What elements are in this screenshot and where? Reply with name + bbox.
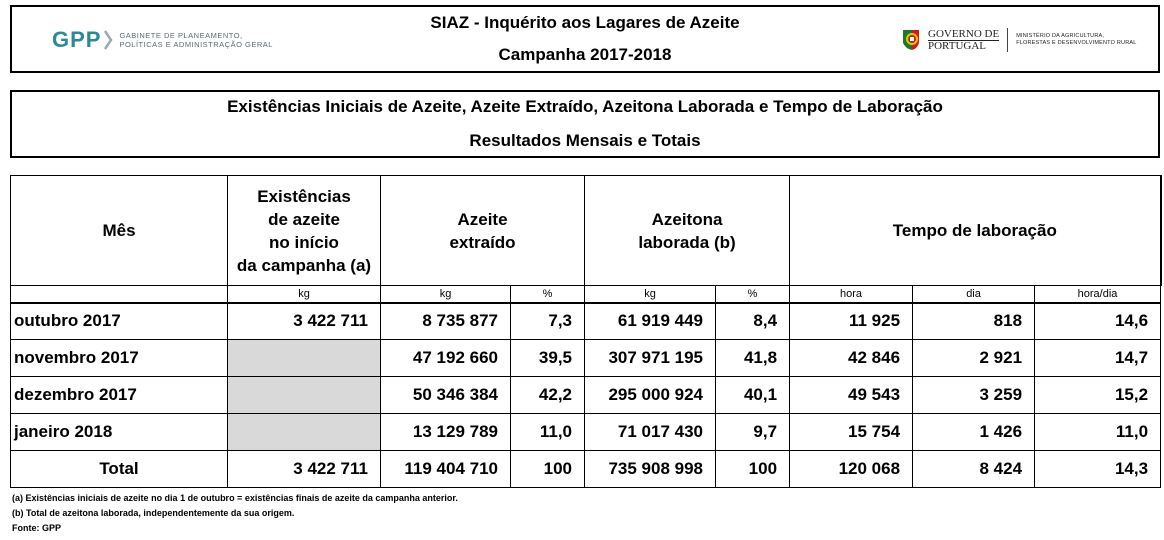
header-initial-stock: Existências de azeite no início da campanha (a) [228, 176, 381, 286]
initial-stock-cell-empty [228, 414, 381, 451]
header-processing-time: Tempo de laboração [790, 176, 1161, 286]
survey-title: SIAZ - Inquérito aos Lagares de Azeite [430, 13, 740, 32]
header-olives-processed: Azeitona laborada (b) [585, 176, 790, 286]
oil-pct-cell: 11,0 [511, 414, 585, 451]
olives-kg-cell: 61 919 449 [585, 303, 716, 340]
olives-kg-cell: 295 000 924 [585, 377, 716, 414]
report-subtitle: Resultados Mensais e Totais [469, 131, 701, 150]
unit-cell: kg [381, 286, 511, 303]
logo-divider [1007, 28, 1008, 52]
oil-kg-cell: 8 735 877 [381, 303, 511, 340]
governo-portugal-logo [900, 27, 1137, 53]
table-row [11, 340, 1161, 377]
days-cell: 1 426 [913, 414, 1035, 451]
campaign-title: Campanha 2017-2018 [498, 45, 672, 64]
olives-pct-cell: 41,8 [716, 340, 790, 377]
table-header-row [11, 176, 1161, 286]
olives-pct-cell: 8,4 [716, 303, 790, 340]
month-cell: novembro 2017 [11, 340, 228, 377]
unit-cell: hora [790, 286, 913, 303]
unit-cell: hora/dia [1035, 286, 1161, 303]
olives-kg-cell: 735 908 998 [585, 451, 716, 488]
month-cell: dezembro 2017 [11, 377, 228, 414]
report-title-box [10, 90, 1160, 158]
hours-per-day-cell: 14,3 [1035, 451, 1161, 488]
olives-pct-cell: 100 [716, 451, 790, 488]
oil-kg-cell: 47 192 660 [381, 340, 511, 377]
unit-cell: dia [913, 286, 1035, 303]
olives-pct-cell: 9,7 [716, 414, 790, 451]
gpp-logo-subtitle: GABINETE DE PLANEAMENTO, POLÍTICAS E ADMINISTRAÇÃO GERAL [119, 31, 273, 49]
unit-cell: % [511, 286, 585, 303]
oil-kg-cell: 50 346 384 [381, 377, 511, 414]
oil-kg-cell: 119 404 710 [381, 451, 511, 488]
total-row [11, 451, 1161, 488]
hours-cell: 11 925 [790, 303, 913, 340]
initial-stock-cell: 3 422 711 [228, 303, 381, 340]
hours-per-day-cell: 11,0 [1035, 414, 1161, 451]
report-header [10, 5, 1160, 73]
olives-kg-cell: 71 017 430 [585, 414, 716, 451]
governo-portugal-text: GOVERNO DE PORTUGAL [928, 27, 1000, 52]
hours-cell: 120 068 [790, 451, 913, 488]
table-row [11, 303, 1161, 340]
hours-cell: 42 846 [790, 340, 913, 377]
footnote-a: (a) Existências iniciais de azeite no dia 1 de outubro = existências finais de azeite da campanha anterior. [12, 493, 458, 503]
oil-pct-cell: 42,2 [511, 377, 585, 414]
days-cell: 8 424 [913, 451, 1035, 488]
oil-kg-cell: 13 129 789 [381, 414, 511, 451]
days-cell: 2 921 [913, 340, 1035, 377]
oil-pct-cell: 100 [511, 451, 585, 488]
portugal-emblem-icon [900, 27, 922, 53]
hours-cell: 15 754 [790, 414, 913, 451]
unit-cell: kg [585, 286, 716, 303]
initial-stock-cell-empty [228, 340, 381, 377]
days-cell: 818 [913, 303, 1035, 340]
ministry-name: MINISTÉRIO DA AGRICULTURA, FLORESTAS E DESENVOLVIMENTO RURAL [1016, 33, 1137, 46]
unit-cell: kg [228, 286, 381, 303]
header-month: Mês [11, 176, 228, 286]
gpp-logo-text: GPP [52, 27, 102, 52]
olives-pct-cell: 40,1 [716, 377, 790, 414]
month-cell: janeiro 2018 [11, 414, 228, 451]
month-cell: outubro 2017 [11, 303, 228, 340]
initial-stock-cell: 3 422 711 [228, 451, 381, 488]
days-cell: 3 259 [913, 377, 1035, 414]
footnotes [12, 491, 458, 536]
hours-per-day-cell: 14,6 [1035, 303, 1161, 340]
results-table [10, 175, 1162, 488]
footnote-b: (b) Total de azeitona laborada, independentemente da sua origem. [12, 508, 295, 518]
table-row [11, 377, 1161, 414]
total-label: Total [11, 451, 228, 488]
hours-cell: 49 543 [790, 377, 913, 414]
report-title: Existências Iniciais de Azeite, Azeite Extraído, Azeitona Laborada e Tempo de Laboração [227, 97, 943, 116]
table-row [11, 414, 1161, 451]
unit-cell [11, 286, 228, 303]
source-note: Fonte: GPP [12, 523, 61, 533]
oil-pct-cell: 7,3 [511, 303, 585, 340]
unit-cell: % [716, 286, 790, 303]
initial-stock-cell-empty [228, 377, 381, 414]
hours-per-day-cell: 15,2 [1035, 377, 1161, 414]
units-row [11, 286, 1161, 303]
oil-pct-cell: 39,5 [511, 340, 585, 377]
olives-kg-cell: 307 971 195 [585, 340, 716, 377]
header-oil-extracted: Azeite extraído [381, 176, 585, 286]
hours-per-day-cell: 14,7 [1035, 340, 1161, 377]
